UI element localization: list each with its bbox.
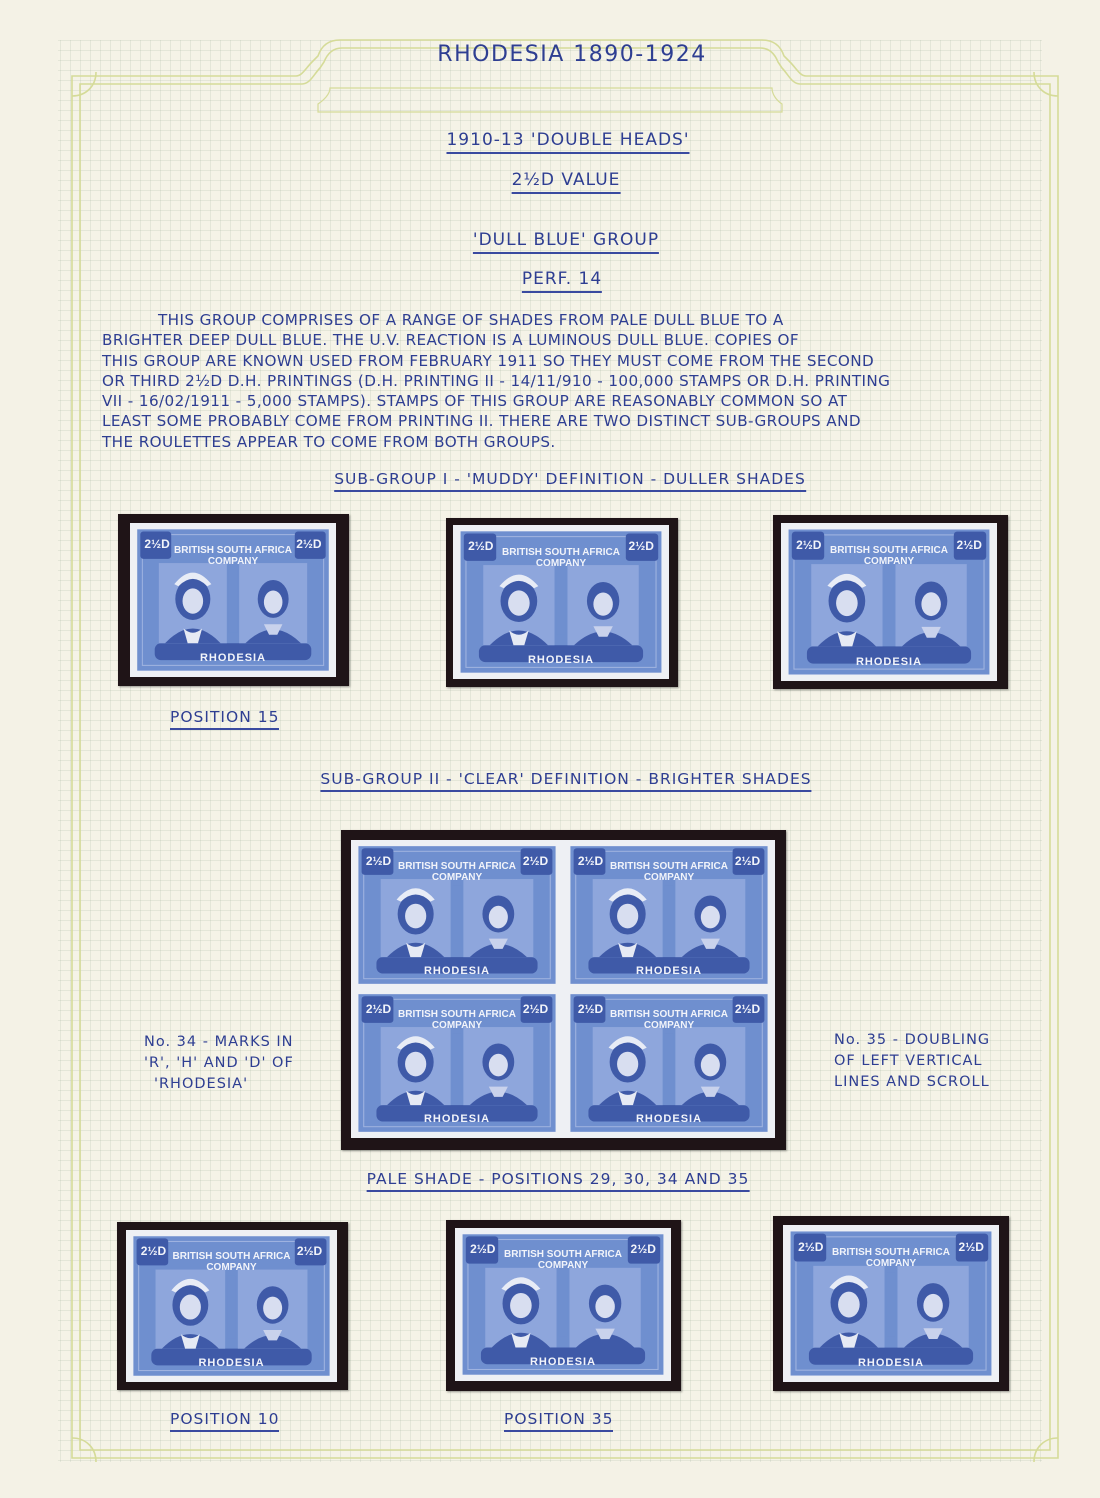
- stamp-mount: [446, 1220, 681, 1391]
- caption-pale-shade: PALE SHADE - POSITIONS 29, 30, 34 AND 35: [367, 1170, 750, 1192]
- stamp-value-left: 2½D: [798, 1239, 824, 1254]
- stamp-value-left: 2½D: [796, 537, 822, 552]
- subgroup-1-heading: SUB-GROUP I - 'MUDDY' DEFINITION - DULLER SHADES: [334, 470, 806, 492]
- stamp-company-line: BRITISH SOUTH AFRICA: [398, 1009, 516, 1020]
- description-line: BRIGHTER DEEP DULL BLUE. THE U.V. REACTION IS A LUMINOUS DULL BLUE. COPIES OF: [102, 331, 800, 350]
- stamp-country-text: RHODESIA: [635, 965, 703, 978]
- group-heading: 'DULL BLUE' GROUP: [473, 230, 659, 254]
- stamp-country-text: RHODESIA: [635, 1113, 703, 1126]
- stamp-value-left: 2½D: [365, 854, 392, 868]
- stamp-company-line: BRITISH SOUTH AFRICA: [830, 545, 948, 557]
- issue-heading: 1910-13 'DOUBLE HEADS': [446, 130, 689, 154]
- stamp-company-line: COMPANY: [863, 556, 915, 568]
- stamp-company-line: BRITISH SOUTH AFRICA: [174, 544, 292, 556]
- note-line: 'R', 'H' AND 'D' OF: [144, 1055, 294, 1071]
- stamp-value-left: 2½D: [470, 1242, 496, 1257]
- stamp-company-line: BRITISH SOUTH AFRICA: [398, 861, 516, 872]
- stamp-company-line: BRITISH SOUTH AFRICA: [172, 1251, 291, 1263]
- stamp-value-right: 2½D: [628, 539, 654, 554]
- note-line: 'RHODESIA': [154, 1076, 249, 1092]
- description-line: LEAST SOME PROBABLY COME FROM PRINTING II. THERE ARE TWO DISTINCT SUB-GROUPS AND: [102, 412, 861, 431]
- stamp-country-text: RHODESIA: [529, 1356, 597, 1368]
- stamp: [130, 523, 336, 677]
- stamp-company-line: COMPANY: [206, 1262, 257, 1274]
- stamp-value-right: 2½D: [296, 1244, 323, 1259]
- stamp: [563, 988, 775, 1138]
- stamp-value-right: 2½D: [956, 537, 982, 552]
- stamp-value-left: 2½D: [577, 854, 604, 868]
- stamp-company-line: COMPANY: [643, 1020, 695, 1031]
- note-line: No. 35 - DOUBLING: [834, 1032, 991, 1048]
- stamp-company-line: COMPANY: [535, 557, 587, 569]
- stamp-company-line: COMPANY: [643, 872, 695, 883]
- stamp-mount: [117, 1222, 348, 1390]
- stamp-value-right: 2½D: [734, 854, 761, 868]
- stamp-value-right: 2½D: [734, 1002, 761, 1016]
- stamp-value-left: 2½D: [577, 1002, 604, 1016]
- description-text: [102, 310, 1042, 452]
- caption-position-10: POSITION 10: [170, 1410, 279, 1432]
- stamp-value-left: 2½D: [468, 539, 494, 554]
- stamp-value-left: 2½D: [144, 537, 170, 552]
- stamp-mount: [773, 1216, 1009, 1391]
- note-line: LINES AND SCROLL: [834, 1074, 990, 1090]
- stamp: [351, 840, 563, 990]
- note-line: No. 34 - MARKS IN: [144, 1034, 294, 1050]
- stamp-value-right: 2½D: [958, 1239, 984, 1254]
- note-position-35: [834, 1030, 990, 1093]
- stamp: [351, 988, 563, 1138]
- stamp-mount: [446, 518, 678, 687]
- stamp-country-text: RHODESIA: [199, 651, 267, 664]
- stamp-mount: [118, 514, 349, 686]
- stamp-company-line: COMPANY: [537, 1260, 589, 1272]
- stamp-country-text: RHODESIA: [423, 965, 491, 978]
- stamp: [781, 523, 997, 681]
- stamp-company-line: BRITISH SOUTH AFRICA: [832, 1246, 950, 1258]
- caption-position-15: POSITION 15: [170, 708, 279, 730]
- stamp-country-text: RHODESIA: [527, 653, 595, 666]
- stamp-value-left: 2½D: [365, 1002, 392, 1016]
- stamp-company-line: BRITISH SOUTH AFRICA: [504, 1249, 622, 1261]
- stamp-value-right: 2½D: [630, 1242, 656, 1257]
- page-title: RHODESIA 1890-1924: [437, 42, 707, 67]
- stamp-company-line: COMPANY: [431, 872, 483, 883]
- description-line: OR THIRD 2½D D.H. PRINTINGS (D.H. PRINTING II - 14/11/910 - 100,000 STAMPS OR D.H. PRINTING: [102, 371, 891, 390]
- stamp-value-right: 2½D: [522, 1002, 549, 1016]
- stamp: [455, 1228, 671, 1381]
- stamp-country-text: RHODESIA: [423, 1113, 491, 1126]
- note-position-34: [144, 1032, 294, 1095]
- stamp: [453, 525, 669, 679]
- description-line: THIS GROUP COMPRISES OF A RANGE OF SHADES FROM PALE DULL BLUE TO A: [158, 311, 784, 329]
- stamp-company-line: COMPANY: [865, 1257, 917, 1269]
- stamp-company-line: BRITISH SOUTH AFRICA: [502, 546, 620, 558]
- stamp-company-line: BRITISH SOUTH AFRICA: [610, 1009, 728, 1020]
- stamp-mount: [773, 515, 1008, 689]
- value-heading: 2½D VALUE: [512, 170, 621, 194]
- block-of-four-mount: [341, 830, 786, 1150]
- stamp: [563, 840, 775, 990]
- perf-heading: PERF. 14: [522, 269, 602, 293]
- stamp: [126, 1230, 337, 1382]
- caption-position-35: POSITION 35: [504, 1410, 613, 1432]
- description-line: THE ROULETTES APPEAR TO COME FROM BOTH GROUPS.: [102, 432, 556, 451]
- stamp-company-line: BRITISH SOUTH AFRICA: [610, 861, 728, 872]
- subgroup-2-heading: SUB-GROUP II - 'CLEAR' DEFINITION - BRIGHTER SHADES: [320, 770, 811, 792]
- stamp-country-text: RHODESIA: [198, 1357, 265, 1370]
- stamp-country-text: RHODESIA: [855, 655, 923, 668]
- note-line: OF LEFT VERTICAL: [834, 1053, 983, 1069]
- stamp-value-right: 2½D: [296, 537, 322, 552]
- description-line: THIS GROUP ARE KNOWN USED FROM FEBRUARY 1911 SO THEY MUST COME FROM THE SECOND: [102, 351, 875, 370]
- stamp: [783, 1225, 999, 1382]
- description-line: VII - 16/02/1911 - 5,000 STAMPS). STAMPS OF THIS GROUP ARE REASONABLY COMMON SO AT: [102, 392, 848, 411]
- stamp-value-left: 2½D: [140, 1244, 167, 1259]
- stamp-company-line: COMPANY: [207, 555, 259, 567]
- stamp-country-text: RHODESIA: [857, 1356, 925, 1369]
- stamp-value-right: 2½D: [522, 854, 549, 868]
- stamp-company-line: COMPANY: [431, 1020, 483, 1031]
